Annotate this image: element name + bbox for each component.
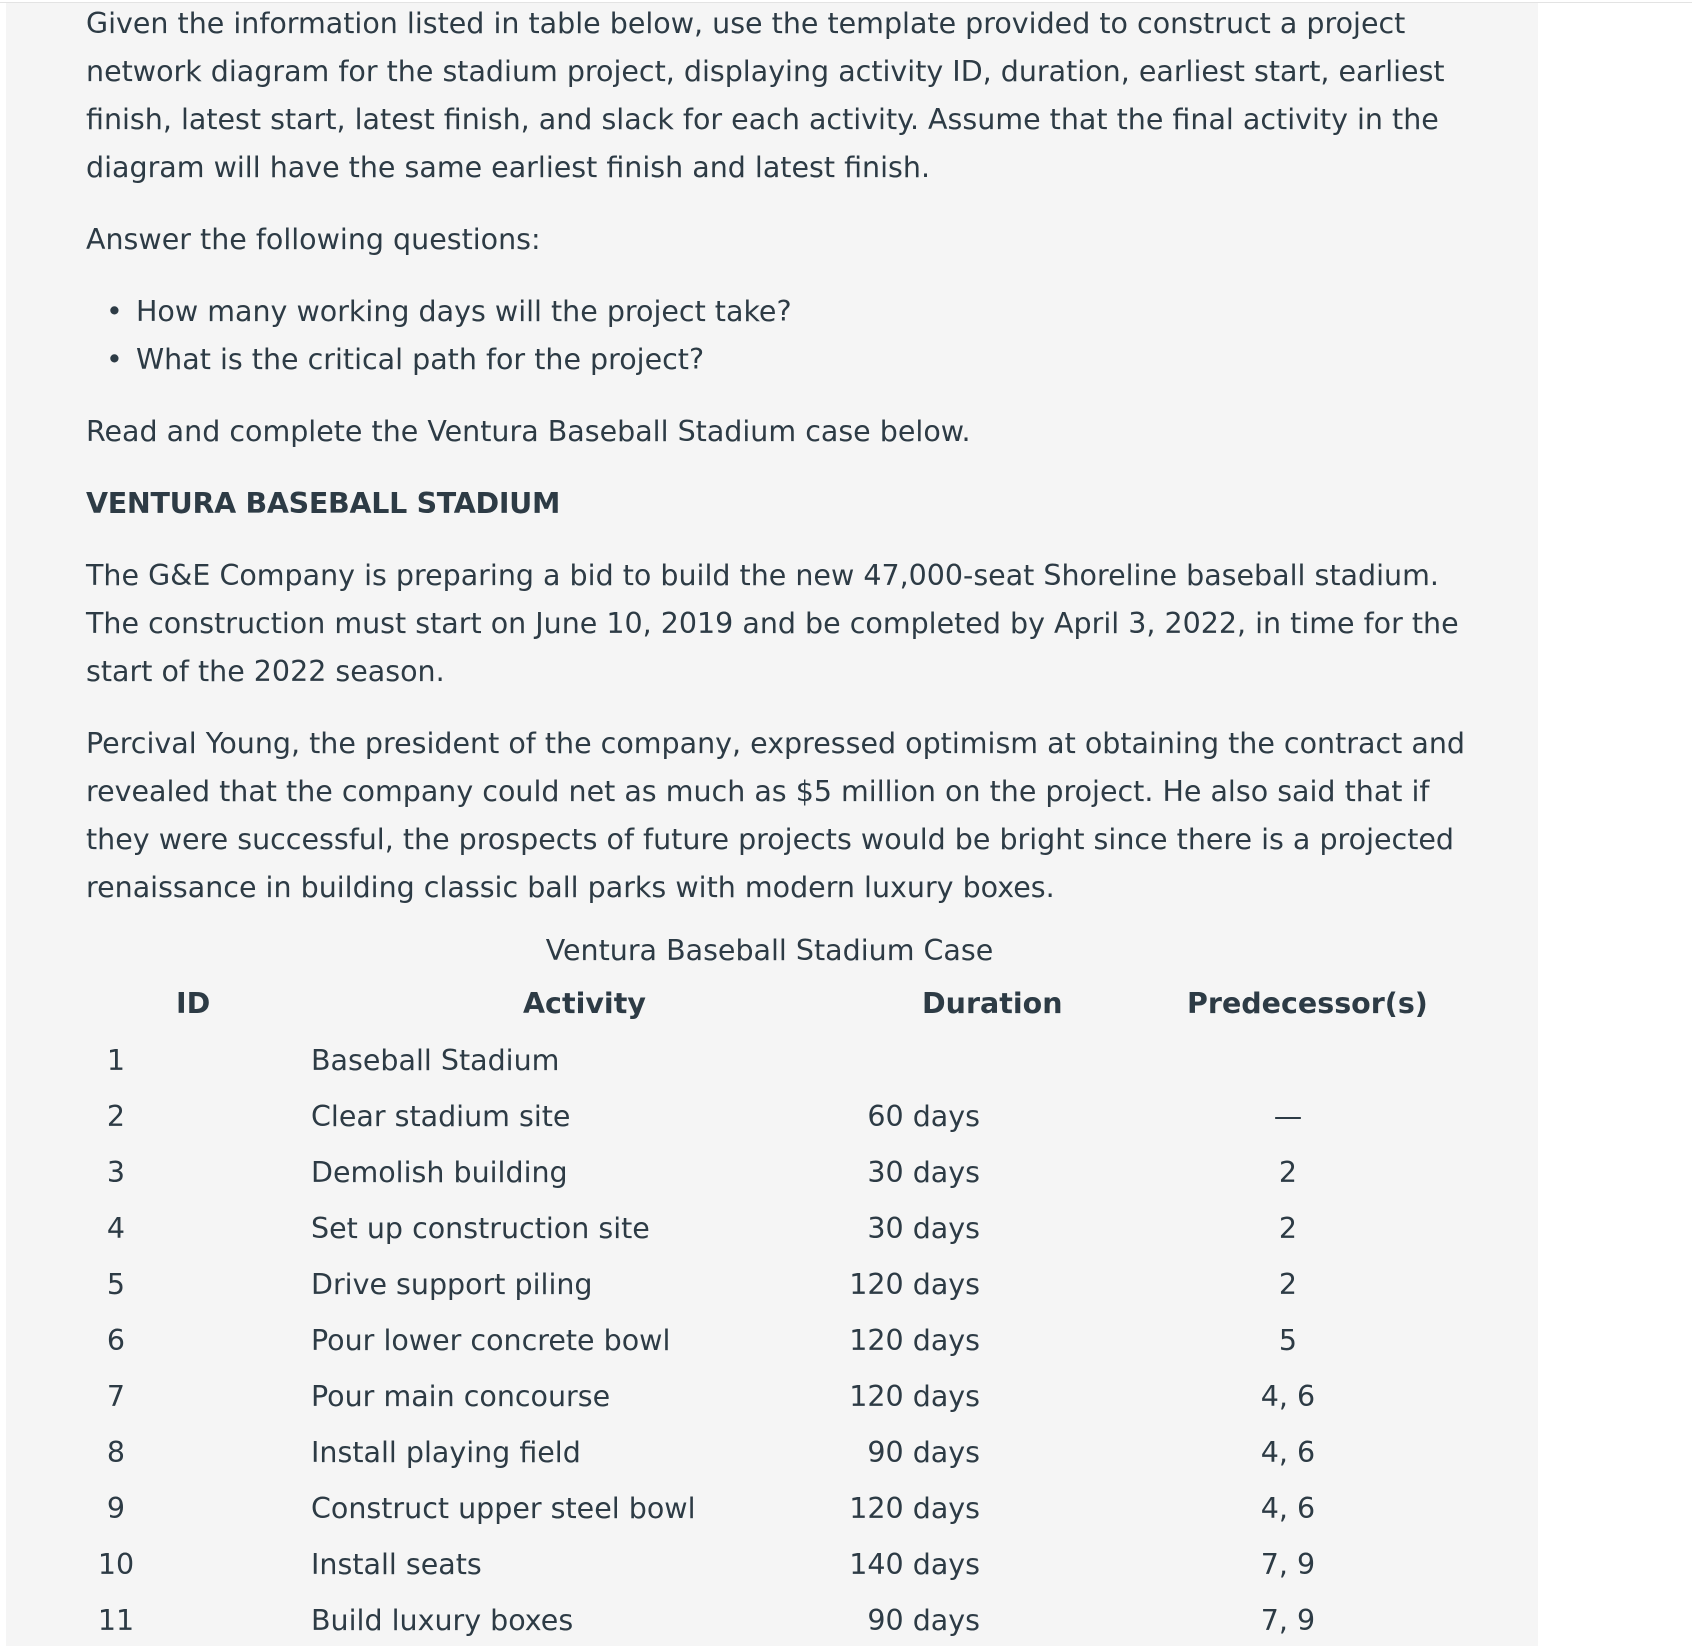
cell-duration: 120 days <box>849 1268 980 1301</box>
answer-lead: Answer the following questions: <box>86 223 541 256</box>
header-predecessors: Predecessor(s) <box>1187 987 1428 1020</box>
cell-predecessors: 4, 6 <box>1260 1492 1316 1525</box>
table-row <box>0 1089 1538 1145</box>
cell-duration: 120 days <box>849 1492 980 1525</box>
cell-duration: 30 days <box>867 1156 980 1189</box>
cell-activity: Install seats <box>311 1548 482 1581</box>
cell-activity: Install playing field <box>311 1436 581 1469</box>
table-row <box>0 1481 1538 1537</box>
question-text: How many working days will the project take? <box>136 295 792 328</box>
question-content <box>86 0 1506 912</box>
cell-duration: 90 days <box>867 1436 980 1469</box>
cell-id: 2 <box>106 1100 126 1133</box>
cell-activity: Demolish building <box>311 1156 568 1189</box>
intro-prompt: Given the information listed in table below, use the template provided to construct a project network diagram for the stadium project, displaying activity ID, duration, earliest start, earliest finish, latest start, latest finish, and slack for each activity. Assume that the final activity in the diagram will have the same earliest finish and latest finish. <box>86 7 1445 184</box>
header-id: ID <box>176 987 211 1020</box>
cell-duration: 90 days <box>867 1604 980 1637</box>
cell-predecessors: 2 <box>1278 1212 1298 1245</box>
table-row <box>0 1313 1538 1369</box>
cell-predecessors: 4, 6 <box>1260 1380 1316 1413</box>
table-row <box>0 1425 1538 1481</box>
cell-id: 3 <box>106 1156 126 1189</box>
cell-id: 1 <box>106 1044 126 1077</box>
cell-duration: 30 days <box>867 1212 980 1245</box>
cell-id: 4 <box>106 1212 126 1245</box>
list-item <box>86 336 1506 384</box>
cell-duration: 140 days <box>849 1548 980 1581</box>
cell-id: 5 <box>106 1268 126 1301</box>
cell-id: 8 <box>106 1436 126 1469</box>
table-caption <box>80 927 1460 975</box>
cell-activity: Drive support piling <box>311 1268 593 1301</box>
cell-activity: Pour lower concrete bowl <box>311 1324 671 1357</box>
list-item <box>86 288 1506 336</box>
read-line: Read and complete the Ventura Baseball Stadium case below. <box>86 415 971 448</box>
table-row <box>0 1033 1538 1089</box>
cell-activity: Pour main concourse <box>311 1380 611 1413</box>
header-activity: Activity <box>523 987 646 1020</box>
cell-predecessors: 4, 6 <box>1260 1436 1316 1469</box>
cell-activity: Construct upper steel bowl <box>311 1492 696 1525</box>
cell-id: 7 <box>106 1380 126 1413</box>
cell-predecessors: 7, 9 <box>1260 1548 1316 1581</box>
table-caption-text: Ventura Baseball Stadium Case <box>545 934 994 967</box>
bullet-icon: • <box>106 343 123 376</box>
table-row <box>0 1145 1538 1201</box>
cell-predecessors: 2 <box>1278 1268 1298 1301</box>
cell-duration: 120 days <box>849 1324 980 1357</box>
cell-id: 10 <box>97 1548 135 1581</box>
table-row <box>0 1201 1538 1257</box>
cell-id: 9 <box>106 1492 126 1525</box>
case-paragraph-2: Percival Young, the president of the company, expressed optimism at obtaining the contract and revealed that the company could net as much as $5 million on the project. He also said that if they were successful, the prospects of future projects would be bright since there is a projected renaissance in building classic ball parks with modern luxury boxes. <box>86 727 1465 904</box>
table-row <box>0 1257 1538 1313</box>
cell-predecessors: 2 <box>1278 1156 1298 1189</box>
header-duration: Duration <box>922 987 1063 1020</box>
cell-activity: Baseball Stadium <box>311 1044 560 1077</box>
cell-predecessors: 7, 9 <box>1260 1604 1316 1637</box>
cell-predecessors: 5 <box>1278 1324 1298 1357</box>
cell-id: 11 <box>97 1604 135 1637</box>
table-row <box>0 1537 1538 1593</box>
bullet-icon: • <box>106 295 123 328</box>
cell-predecessors: — <box>1273 1100 1303 1133</box>
table-row <box>0 1369 1538 1425</box>
cell-activity: Clear stadium site <box>311 1100 571 1133</box>
cell-activity: Build luxury boxes <box>311 1604 574 1637</box>
cell-duration: 120 days <box>849 1380 980 1413</box>
cell-id: 6 <box>106 1324 126 1357</box>
cell-duration: 60 days <box>867 1100 980 1133</box>
question-text: What is the critical path for the project? <box>136 343 705 376</box>
case-paragraph-1: The G&E Company is preparing a bid to build the new 47,000-seat Shoreline baseball stadium. The construction must start on June 10, 2019 and be completed by April 3, 2022, in time for the start of the 2022 season. <box>86 559 1459 688</box>
table-row <box>0 1593 1538 1649</box>
cell-activity: Set up construction site <box>311 1212 650 1245</box>
questions-list <box>86 288 1506 384</box>
case-heading: VENTURA BASEBALL STADIUM <box>86 487 561 520</box>
